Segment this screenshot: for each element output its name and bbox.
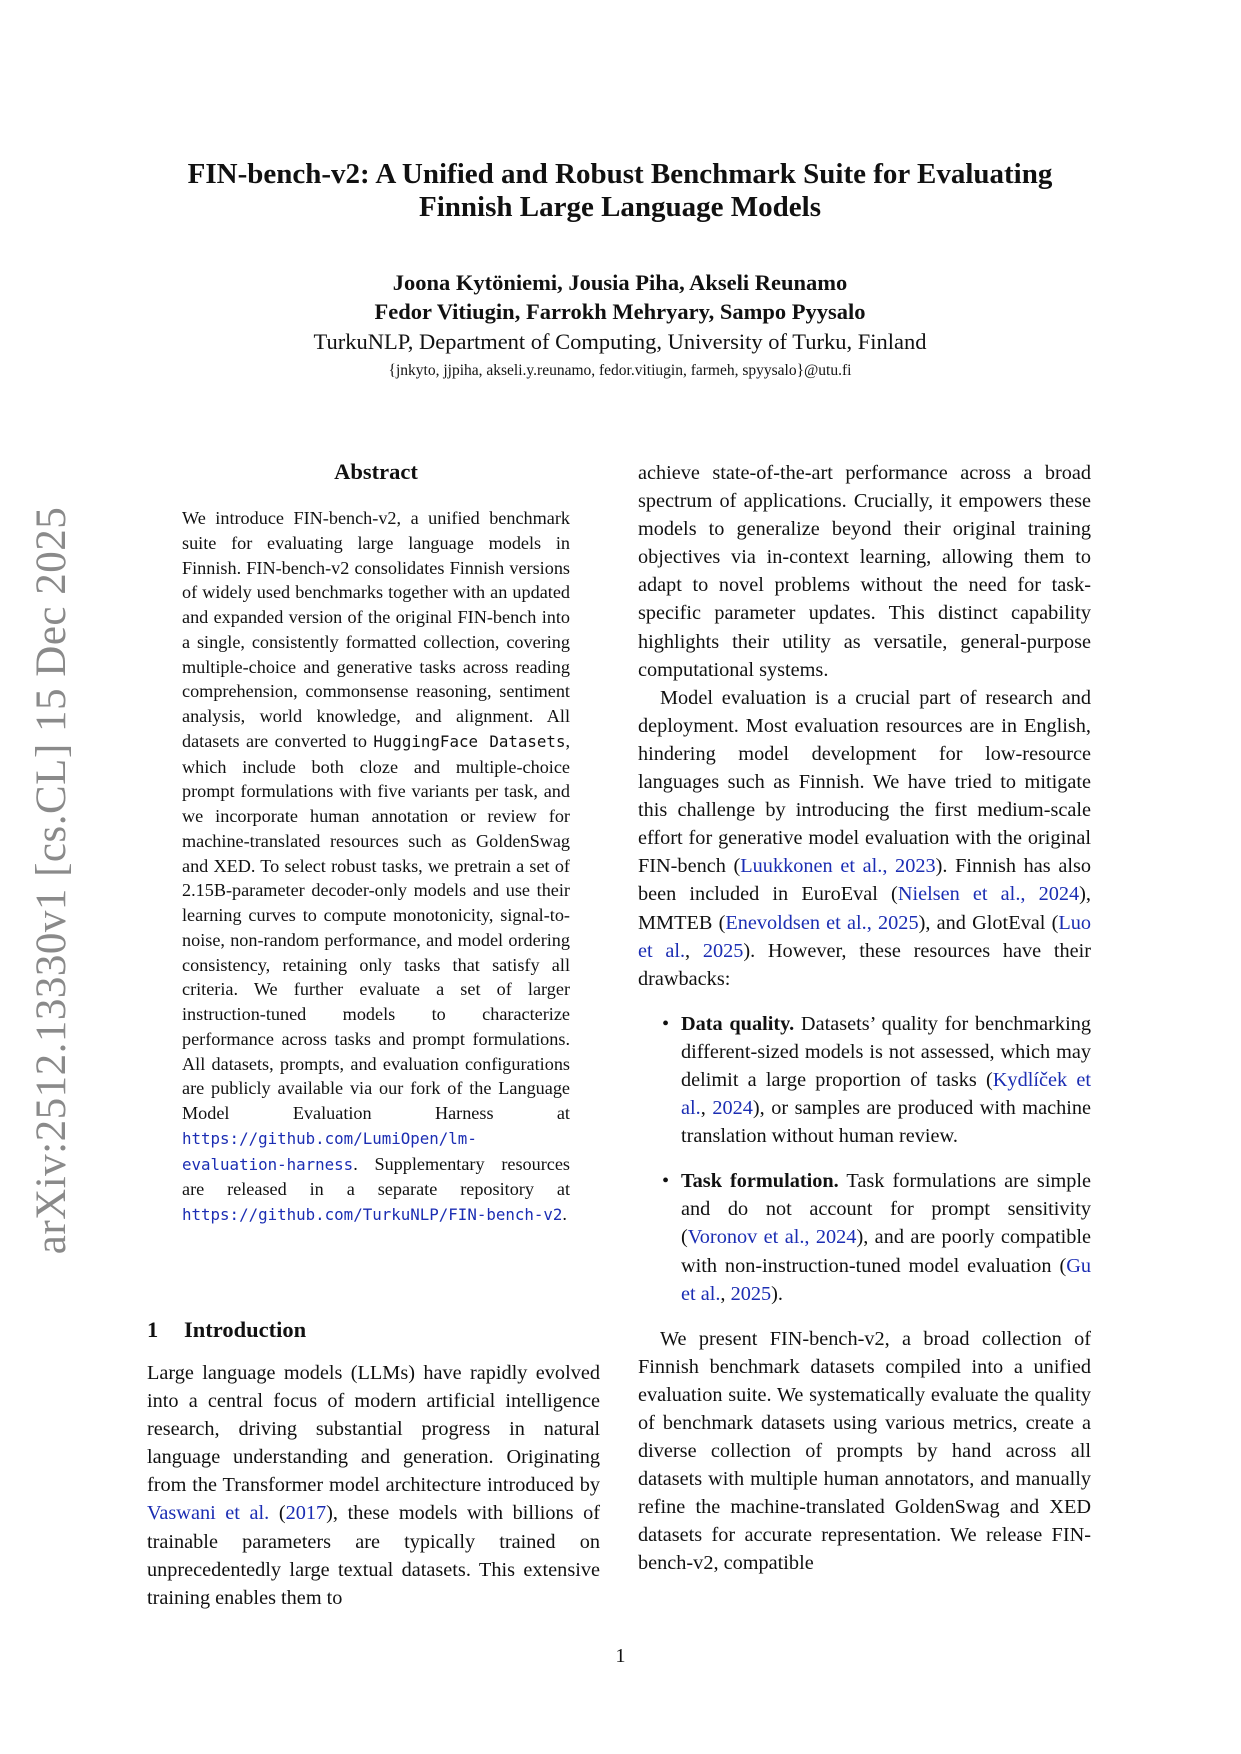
citation-gu[interactable]: Gu et al. bbox=[681, 1254, 1091, 1305]
bullet-title-data-quality: Data quality. bbox=[681, 1012, 795, 1035]
citation-enevoldsen[interactable]: Enevoldsen et al., 2025 bbox=[725, 911, 919, 934]
title-line-2: Finnish Large Language Models bbox=[418, 191, 822, 223]
bullet2-text-c: ). bbox=[771, 1282, 783, 1305]
affiliation: TurkuNLP, Department of Computing, University of Turku, Finland bbox=[313, 329, 927, 354]
citation-luo-year[interactable]: 2025 bbox=[702, 939, 744, 962]
abstract-text-3: . Supplementary resources are released in a separate repository at bbox=[182, 1153, 570, 1200]
intro-paragraph-1-continued: achieve state-of-the-art performance across a broad spectrum of applications. Crucially, it empowers these models to generalize beyond their original training objectives via in-context learning, allowing them to adapt to novel problems without the need for task-specific parameter updates. This distinct capability highlights their utility as versatile, general-purpose computational systems. bbox=[638, 462, 1091, 681]
bullet2-text-a: Task formulations are simple and do not account for prompt sensitivity ( bbox=[681, 1170, 1092, 1249]
bullet1-sep: , bbox=[700, 1097, 713, 1120]
intro-p1-text-b: ( bbox=[269, 1502, 286, 1525]
author-emails: {jnkyto, jjpiha, akseli.y.reunamo, fedor.vitiugin, farmeh, spyysalo}@utu.fi bbox=[388, 362, 852, 379]
citation-luukkonen[interactable]: Luukkonen et al., 2023 bbox=[740, 855, 936, 878]
bullet-data-quality bbox=[681, 1010, 1091, 1150]
introduction-heading bbox=[147, 1316, 306, 1344]
citation-gu-year[interactable]: 2025 bbox=[730, 1282, 772, 1305]
supplementary-repo-link[interactable]: https://github.com/TurkuNLP/FIN-bench-v2 bbox=[182, 1205, 563, 1224]
authors-line-1: Joona Kytöniemi, Jousia Piha, Akseli Reunamo bbox=[392, 270, 848, 295]
paper-title bbox=[120, 158, 1120, 224]
bullet-title-task-formulation: Task formulation. bbox=[681, 1170, 839, 1193]
abstract-code: HuggingFace Datasets bbox=[373, 731, 566, 751]
intro-paragraph-3: We present FIN-bench-v2, a broad collection of Finnish benchmark datasets compiled into a unified evaluation suite. We systematically evaluate the quality of benchmark datasets using various metrics, create a diverse collection of prompts by hand across all datasets with multiple human annotators, and manually refine the machine-translated GoldenSwag and XED datasets for accurate representation. We release FIN-bench-v2, compatible bbox=[638, 1327, 1091, 1575]
abstract-text-1: We introduce FIN-bench-v2, a unified benchmark suite for evaluating large language models in Finnish. FIN-bench-v2 consolidates Finnish versions of widely used benchmarks together with an updated and expanded version of the original FIN-bench into a single, consistently formatted collection, covering multiple-choice and generative tasks across reading comprehension, commonsense reasoning, sentiment analysis, world knowledge, and alignment. All datasets are converted to bbox=[182, 508, 570, 751]
page-number: 1 bbox=[615, 1645, 626, 1667]
citation-voronov[interactable]: Voronov et al., 2024 bbox=[687, 1226, 857, 1249]
bullet2-sep: , bbox=[720, 1282, 731, 1305]
intro-p1-text-c: ), these models with billions of trainable parameters are typically trained on unprecedentedly large textual datasets. This extensive training enables them to bbox=[147, 1502, 600, 1609]
intro-p2-text-f: ). However, these resources have their drawbacks: bbox=[638, 939, 1092, 990]
harness-repo-link[interactable]: https://github.com/LumiOpen/lm-evaluation-harness bbox=[182, 1128, 477, 1174]
drawbacks-list bbox=[638, 1010, 1091, 1308]
intro-p2-text-e: , bbox=[685, 939, 703, 962]
section-number: 1 bbox=[147, 1317, 159, 1342]
bullet1-text-a: Datasets’ quality for benchmarking different-sized models is not assessed, which may delimit a large proportion of tasks ( bbox=[681, 1012, 1091, 1091]
citation-luo[interactable]: Luo et al. bbox=[638, 911, 1091, 962]
citation-vaswani[interactable]: Vaswani et al. bbox=[147, 1502, 270, 1525]
right-column bbox=[638, 459, 1091, 1578]
title-line-1: FIN-bench-v2: A Unified and Robust Benchmark Suite for Evaluating bbox=[187, 158, 1053, 190]
abstract-text-4: . bbox=[562, 1204, 567, 1224]
abstract-text-2: , which include both cloze and multiple-choice prompt formulations with five variants per task, and we incorporate human annotation or review for machine-translated resources such as GoldenSwag and XED. To select robust tasks, we pretrain a set of 2.15B-parameter decoder-only models and use their learning curves to compute monotonicity, signal-to-noise, non-random performance, and model ordering consistency, retaining only tasks that satisfy all criteria. We further evaluate a set of larger instruction-tuned models to characterize performance across tasks and prompt formulations. All datasets, prompts, and evaluation configurations are publicly available via our fork of the Language Model Evaluation Harness at bbox=[182, 730, 571, 1123]
intro-paragraph-2 bbox=[638, 684, 1091, 993]
intro-p2-text-b: ). Finnish has also been included in EuroEval ( bbox=[638, 855, 1092, 906]
arxiv-identifier bbox=[22, 506, 82, 1254]
bullet-icon: • bbox=[662, 1170, 670, 1193]
bullet-icon: • bbox=[662, 1012, 670, 1035]
authors-line-2: Fedor Vitiugin, Farrokh Mehryary, Sampo Pyysalo bbox=[374, 299, 866, 324]
intro-p2-text-c: ), MMTEB ( bbox=[638, 883, 1091, 934]
abstract-heading: Abstract bbox=[334, 459, 418, 484]
citation-vaswani-year[interactable]: 2017 bbox=[285, 1502, 327, 1525]
bullet2-text-b: ), and are poorly compatible with non-instruction-tuned model evaluation ( bbox=[681, 1226, 1091, 1277]
bullet-task-formulation bbox=[681, 1167, 1091, 1307]
citation-kydlicek-year[interactable]: 2024 bbox=[712, 1097, 753, 1120]
abstract-body bbox=[182, 506, 570, 1228]
list-item bbox=[638, 1167, 1091, 1307]
bullet1-text-b: ), or samples are produced with machine translation without human review. bbox=[681, 1097, 1092, 1148]
list-item bbox=[638, 1010, 1091, 1150]
intro-p2-text-a: Model evaluation is a crucial part of research and deployment. Most evaluation resources are in English, hindering model development for low-resource languages such as Finnish. We have tried to mitigate this challenge by introducing the first medium-scale effort for generative model evaluation with the original FIN-bench ( bbox=[638, 686, 1091, 878]
intro-paragraph-1 bbox=[147, 1359, 600, 1612]
citation-kydlicek[interactable]: Kydlíček et al. bbox=[681, 1068, 1091, 1120]
intro-p2-text-d: ), and GlotEval ( bbox=[918, 911, 1059, 934]
arxiv-id-text: arXiv:2512.13330v1 [cs.CL] 15 Dec 2025 bbox=[28, 506, 76, 1254]
author-list bbox=[120, 268, 1120, 326]
intro-p1-text-a: Large language models (LLMs) have rapidly evolved into a central focus of modern artificial intelligence research, driving substantial progress in natural language understanding and generation. Originating from the Transformer model architecture introduced by bbox=[147, 1362, 600, 1497]
section-title: Introduction bbox=[184, 1317, 307, 1342]
citation-nielsen[interactable]: Nielsen et al., 2024 bbox=[897, 883, 1080, 906]
